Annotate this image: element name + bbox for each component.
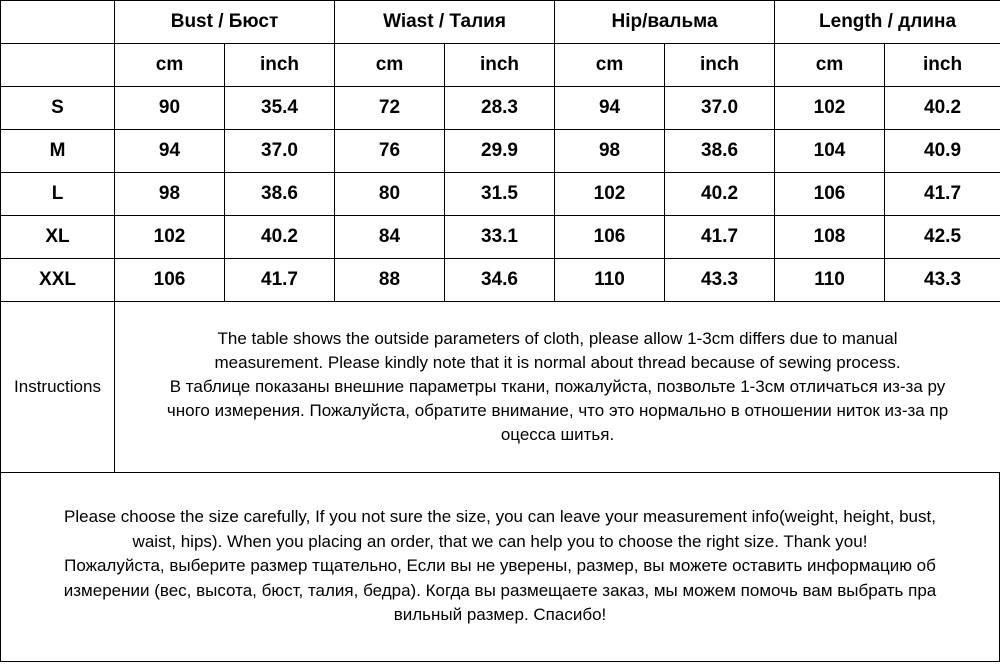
table-cell: 90 <box>115 87 225 130</box>
table-cell: 40.9 <box>885 130 1000 173</box>
table-row <box>1 173 1000 216</box>
column-header-bust: Bust / Бюст <box>115 1 335 44</box>
units-row <box>1 44 1000 87</box>
table-cell: 41.7 <box>885 173 1000 216</box>
table-cell: 41.7 <box>665 216 775 259</box>
table-cell: 43.3 <box>885 259 1000 302</box>
unit-cell: inch <box>665 44 775 87</box>
table-row <box>1 259 1000 302</box>
table-cell: 31.5 <box>445 173 555 216</box>
table-cell: 37.0 <box>225 130 335 173</box>
table-cell: 88 <box>335 259 445 302</box>
notice-line: Please choose the size carefully, If you not sure the size, you can leave your measurement info(weight, height, bust, <box>64 507 936 527</box>
instructions-line: measurement. Please kindly note that it is normal about thread because of sewing process. <box>214 353 901 372</box>
notice-line: измерении (вес, высота, бюст, талия, бедра). Когда вы размещаете заказ, мы можем помочь вам выбрать пра <box>63 580 937 600</box>
table-cell: 94 <box>115 130 225 173</box>
notice-line: вильный размер. Спасибо! <box>393 605 607 625</box>
table-cell: 72 <box>335 87 445 130</box>
table-cell: 110 <box>555 259 665 302</box>
corner-cell <box>1 44 115 87</box>
column-header-hip: Hip/вальма <box>555 1 775 44</box>
table-cell: 94 <box>555 87 665 130</box>
table-cell: 33.1 <box>445 216 555 259</box>
instructions-line: В таблице показаны внешние параметры ткани, пожалуйста, позвольте 1-3см отличаться из-за ру <box>169 377 946 396</box>
unit-cell: inch <box>225 44 335 87</box>
instructions-row <box>1 302 1000 473</box>
table-cell: 102 <box>555 173 665 216</box>
unit-cell: cm <box>775 44 885 87</box>
table-cell: 37.0 <box>665 87 775 130</box>
header-row <box>1 1 1000 44</box>
table-cell: 41.7 <box>225 259 335 302</box>
table-cell: 104 <box>775 130 885 173</box>
table-cell: 98 <box>115 173 225 216</box>
table-cell: 40.2 <box>665 173 775 216</box>
table-cell: 102 <box>775 87 885 130</box>
table-cell: 34.6 <box>445 259 555 302</box>
table-cell: 29.9 <box>445 130 555 173</box>
table-cell: 102 <box>115 216 225 259</box>
size-label: XL <box>1 216 115 259</box>
table-cell: 28.3 <box>445 87 555 130</box>
table-cell: 106 <box>115 259 225 302</box>
instructions-line: чного измерения. Пожалуйста, обратите внимание, что это нормально в отношении ниток из-за пр <box>166 401 949 420</box>
table-cell: 98 <box>555 130 665 173</box>
unit-cell: cm <box>115 44 225 87</box>
unit-cell: cm <box>335 44 445 87</box>
table-cell: 42.5 <box>885 216 1000 259</box>
table-cell: 106 <box>775 173 885 216</box>
instructions-line: The table shows the outside parameters of cloth, please allow 1-3cm differs due to manual <box>217 329 898 348</box>
table-cell: 84 <box>335 216 445 259</box>
table-cell: 110 <box>775 259 885 302</box>
corner-cell <box>1 1 115 44</box>
notice-line: waist, hips). When you placing an order, that we can help you to choose the right size. Thank you! <box>132 531 868 551</box>
table-cell: 38.6 <box>225 173 335 216</box>
size-label: L <box>1 173 115 216</box>
size-notice <box>0 472 1000 662</box>
unit-cell: cm <box>555 44 665 87</box>
table-cell: 80 <box>335 173 445 216</box>
column-header-waist: Wiast / Талия <box>335 1 555 44</box>
size-label: XXL <box>1 259 115 302</box>
table-cell: 108 <box>775 216 885 259</box>
table-cell: 40.2 <box>885 87 1000 130</box>
instructions-text <box>115 302 1000 473</box>
table-cell: 76 <box>335 130 445 173</box>
table-cell: 38.6 <box>665 130 775 173</box>
table-cell: 43.3 <box>665 259 775 302</box>
size-label: S <box>1 87 115 130</box>
unit-cell: inch <box>885 44 1000 87</box>
table-row <box>1 87 1000 130</box>
table-cell: 106 <box>555 216 665 259</box>
unit-cell: inch <box>445 44 555 87</box>
table-row <box>1 216 1000 259</box>
table-cell: 35.4 <box>225 87 335 130</box>
size-label: M <box>1 130 115 173</box>
column-header-length: Length / длина <box>775 1 1000 44</box>
instructions-line: оцесса шитья. <box>500 425 615 444</box>
table-row <box>1 130 1000 173</box>
instructions-label: Instructions <box>1 302 115 473</box>
table-cell: 40.2 <box>225 216 335 259</box>
notice-line: Пожалуйста, выберите размер тщательно, Если вы не уверены, размер, вы можете оставить информацию об <box>64 556 936 576</box>
